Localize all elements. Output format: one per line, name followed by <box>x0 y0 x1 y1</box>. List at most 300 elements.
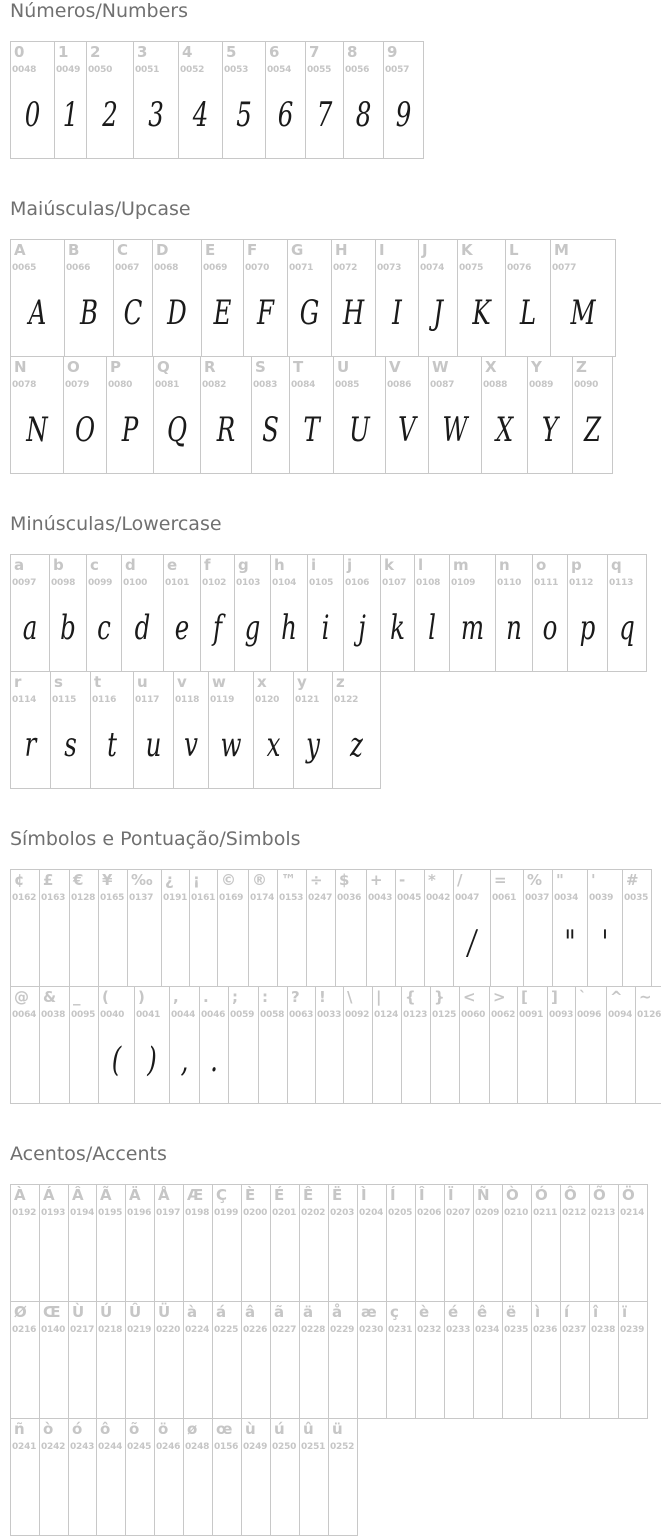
glyph-sample: 5 <box>236 95 252 135</box>
glyph-code-label: 0250 <box>272 1442 297 1452</box>
glyph-code-label: 0125 <box>432 1010 457 1020</box>
glyph-code-label: 0118 <box>175 695 200 705</box>
glyph-cell <box>201 555 235 671</box>
glyph-code-label: 0239 <box>620 1325 645 1335</box>
glyph-character-label: = <box>494 871 507 889</box>
glyph-cell <box>607 987 636 1103</box>
glyph-cell <box>153 240 202 356</box>
glyph-sample <box>15 1350 35 1400</box>
glyph-sample <box>188 1467 208 1517</box>
glyph-character-label: í <box>564 1303 570 1321</box>
glyph-code-label: 0085 <box>335 380 360 390</box>
glyph-character-label: [ <box>521 988 528 1006</box>
glyph-cell <box>334 357 386 473</box>
glyph-character-label: ú <box>274 1420 285 1438</box>
glyph-character-label: â <box>245 1303 256 1321</box>
glyph-sample: / <box>467 923 477 963</box>
glyph-code-label: 0201 <box>272 1208 297 1218</box>
glyph-sample: D <box>167 293 187 333</box>
glyph-cell <box>235 555 271 671</box>
glyph-code-label: 0054 <box>267 65 292 75</box>
glyph-row-lowercase-2 <box>10 671 381 789</box>
glyph-character-label: ü <box>332 1420 343 1438</box>
glyph-code-label: 0117 <box>135 695 160 705</box>
glyph-cell <box>87 555 122 671</box>
glyph-cell <box>416 1185 445 1301</box>
glyph-character-label: H <box>335 241 348 259</box>
glyph-cell <box>332 240 376 356</box>
glyph-sample: h <box>281 608 297 648</box>
glyph-cell <box>336 870 367 986</box>
glyph-cell <box>429 357 482 473</box>
glyph-sample: " <box>564 923 576 963</box>
glyph-code-label: 0050 <box>88 65 113 75</box>
glyph-cell <box>218 870 249 986</box>
glyph-cell <box>329 1302 358 1418</box>
glyph-sample <box>565 1233 585 1283</box>
glyph-sample: q <box>619 608 635 648</box>
glyph-cell <box>329 1185 358 1301</box>
glyph-character-label: Ï <box>448 1186 454 1204</box>
glyph-sample <box>246 1233 266 1283</box>
glyph-code-label: 0114 <box>12 695 37 705</box>
glyph-cell <box>387 1302 416 1418</box>
glyph-cell <box>344 987 373 1103</box>
glyph-cell <box>242 1185 271 1301</box>
glyph-cell <box>229 987 259 1103</box>
glyph-character-label: n <box>499 556 510 574</box>
glyph-character-label: ^ <box>610 988 623 1006</box>
glyph-sample <box>594 1233 614 1283</box>
glyph-cell <box>561 1185 590 1301</box>
glyph-code-label: 0073 <box>377 263 402 273</box>
glyph-sample <box>449 1233 469 1283</box>
glyph-row-accents-2 <box>10 1301 648 1419</box>
glyph-code-label: 0059 <box>230 1010 255 1020</box>
glyph-character-label: ë <box>506 1303 517 1321</box>
glyph-code-label: 0137 <box>129 893 154 903</box>
glyph-cell <box>40 1185 69 1301</box>
glyph-sample <box>377 1035 397 1085</box>
glyph-sample: T <box>303 410 320 450</box>
glyph-sample: 8 <box>355 95 372 135</box>
glyph-cell <box>213 1185 242 1301</box>
glyph-sample <box>166 918 185 968</box>
glyph-character-label: ù <box>245 1420 256 1438</box>
glyph-character-label: ` <box>579 988 587 1006</box>
glyph-code-label: 0102 <box>202 578 227 588</box>
glyph-character-label: F <box>247 241 258 259</box>
glyph-cell <box>445 1302 474 1418</box>
glyph-cell <box>425 870 454 986</box>
glyph-cell <box>636 987 661 1103</box>
glyph-character-label: \ <box>347 988 353 1006</box>
glyph-sample <box>103 918 123 968</box>
glyph-sample <box>429 918 449 968</box>
glyph-sample <box>130 1467 150 1517</box>
glyph-sample <box>101 1350 121 1400</box>
glyph-code-label: 0097 <box>12 578 37 588</box>
glyph-cell <box>573 357 613 473</box>
glyph-sample <box>44 1233 64 1283</box>
glyph-character-label: . <box>203 988 209 1006</box>
glyph-sample: 0 <box>24 95 41 135</box>
glyph-code-label: 0042 <box>426 893 451 903</box>
glyph-cell <box>482 357 528 473</box>
glyph-character-label: Õ <box>593 1186 606 1204</box>
glyph-sample: r <box>24 725 37 765</box>
glyph-code-label: 0191 <box>163 893 188 903</box>
glyph-code-label: 0128 <box>71 893 96 903</box>
glyph-cell <box>11 357 64 473</box>
glyph-character-label: C <box>117 241 129 259</box>
glyph-cell <box>431 987 460 1103</box>
glyph-sample: u <box>145 725 162 765</box>
glyph-cell <box>184 1185 213 1301</box>
glyph-character-label: ÷ <box>310 871 323 889</box>
glyph-character-label: u <box>137 673 148 691</box>
glyph-sample <box>495 918 518 968</box>
glyph-cell <box>184 1419 213 1535</box>
glyph-cell <box>128 870 162 986</box>
glyph-cell <box>384 42 424 158</box>
glyph-sample: Y <box>541 410 559 450</box>
glyph-character-label: & <box>43 988 57 1006</box>
glyph-code-label: 0244 <box>98 1442 123 1452</box>
glyph-character-label: æ <box>361 1303 377 1321</box>
glyph-cell <box>179 42 223 158</box>
glyph-sample: B <box>80 293 98 333</box>
glyph-character-label: 1 <box>58 43 69 61</box>
glyph-cell <box>419 240 458 356</box>
glyph-code-label: 0213 <box>591 1208 616 1218</box>
glyph-code-label: 0174 <box>250 893 275 903</box>
glyph-character-label: ? <box>291 988 300 1006</box>
glyph-code-label: 0080 <box>108 380 133 390</box>
glyph-character-label: 3 <box>137 43 148 61</box>
glyph-code-label: 0049 <box>56 65 81 75</box>
glyph-cell <box>114 240 153 356</box>
glyph-sample <box>133 918 157 968</box>
glyph-character-label: ö <box>158 1420 169 1438</box>
glyph-character-label: g <box>238 556 249 574</box>
glyph-cell <box>154 357 201 473</box>
glyph-code-label: 0068 <box>154 263 179 273</box>
glyph-sample <box>188 1233 208 1283</box>
glyph-character-label: " <box>556 871 564 889</box>
glyph-cell <box>590 1302 619 1418</box>
glyph-code-label: 0204 <box>359 1208 384 1218</box>
glyph-code-label: 0053 <box>224 65 249 75</box>
glyph-sample: L <box>519 293 537 333</box>
glyph-character-label: Î <box>419 1186 425 1204</box>
glyph-cell <box>416 1302 445 1418</box>
glyph-sample: F <box>257 293 274 333</box>
glyph-code-label: 0200 <box>243 1208 268 1218</box>
glyph-code-label: 0061 <box>492 893 517 903</box>
glyph-code-label: 0207 <box>446 1208 471 1218</box>
glyph-code-label: 0165 <box>100 893 125 903</box>
glyph-sample: o <box>542 608 558 648</box>
glyph-code-label: 0112 <box>569 578 594 588</box>
glyph-sample <box>44 918 65 968</box>
glyph-sample: G <box>299 293 320 333</box>
glyph-cell <box>454 870 491 986</box>
glyph-sample: w <box>220 725 242 765</box>
glyph-code-label: 0153 <box>279 893 304 903</box>
glyph-cell <box>170 987 200 1103</box>
glyph-cell <box>396 870 425 986</box>
glyph-cell <box>307 870 336 986</box>
glyph-cell <box>64 357 107 473</box>
glyph-character-label: | <box>376 988 382 1006</box>
glyph-character-label: U <box>337 358 350 376</box>
glyph-code-label: 0077 <box>552 263 577 273</box>
glyph-cell <box>200 987 229 1103</box>
glyph-cell <box>271 1302 300 1418</box>
glyph-sample: n <box>506 608 522 648</box>
glyph-cell <box>50 555 87 671</box>
glyph-cell <box>134 672 174 788</box>
glyph-character-label: ñ <box>14 1420 25 1438</box>
glyph-character-label: ~ <box>639 988 652 1006</box>
glyph-sample <box>217 1233 237 1283</box>
glyph-code-label: 0084 <box>291 380 316 390</box>
glyph-cell <box>40 870 70 986</box>
glyph-sample <box>627 918 647 968</box>
glyph-character-label: Ò <box>506 1186 519 1204</box>
glyph-character-label: A <box>14 241 26 259</box>
glyph-sample: g <box>244 608 261 648</box>
glyph-cell <box>491 870 524 986</box>
glyph-cell <box>223 42 266 158</box>
glyph-sample: M <box>570 293 596 333</box>
glyph-cell <box>209 672 254 788</box>
glyph-character-label: } <box>434 988 445 1006</box>
glyph-character-label: W <box>432 358 449 376</box>
glyph-character-label: , <box>173 988 179 1006</box>
glyph-cell <box>300 1185 329 1301</box>
glyph-sample <box>246 1467 266 1517</box>
glyph-sample: I <box>392 293 402 333</box>
glyph-character-label: T <box>293 358 304 376</box>
glyph-code-label: 0217 <box>70 1325 95 1335</box>
glyph-code-label: 0115 <box>52 695 77 705</box>
glyph-code-label: 0066 <box>66 263 91 273</box>
glyph-sample: y <box>306 725 320 765</box>
glyph-cell <box>503 1185 532 1301</box>
glyph-character-label: ¡ <box>193 871 200 889</box>
glyph-sample <box>159 1467 179 1517</box>
glyph-character-label: @ <box>14 988 29 1006</box>
glyph-code-label: 0216 <box>12 1325 37 1335</box>
glyph-character-label: > <box>493 988 506 1006</box>
glyph-sample: V <box>398 410 416 450</box>
glyph-cell <box>445 1185 474 1301</box>
glyph-code-label: 0252 <box>330 1442 355 1452</box>
glyph-cell <box>568 555 608 671</box>
glyph-character-label: ì <box>535 1303 541 1321</box>
glyph-character-label: é <box>448 1303 459 1321</box>
glyph-cell <box>329 1419 358 1535</box>
glyph-cell <box>496 555 533 671</box>
glyph-character-label: I <box>379 241 385 259</box>
glyph-code-label: 0219 <box>127 1325 152 1335</box>
glyph-code-label: 0249 <box>243 1442 268 1452</box>
glyph-character-label: ï <box>622 1303 628 1321</box>
section-title-numbers: Números/Numbers <box>10 0 188 22</box>
glyph-code-label: 0094 <box>608 1010 633 1020</box>
glyph-character-label: Å <box>158 1186 170 1204</box>
glyph-sample <box>536 1233 556 1283</box>
glyph-character-label: # <box>626 871 639 889</box>
glyph-code-label: 0194 <box>70 1208 95 1218</box>
glyph-character-label: ¥ <box>102 871 113 889</box>
glyph-code-label: 0034 <box>554 893 579 903</box>
glyph-code-label: 0110 <box>497 578 522 588</box>
glyph-cell <box>126 1302 155 1418</box>
glyph-sample <box>130 1350 150 1400</box>
glyph-sample <box>159 1350 179 1400</box>
glyph-row-symbols-1 <box>10 869 652 987</box>
glyph-code-label: 0067 <box>115 263 140 273</box>
glyph-character-label: p <box>571 556 582 574</box>
glyph-sample: ' <box>601 923 609 963</box>
glyph-code-label: 0123 <box>403 1010 428 1020</box>
glyph-character-label: ! <box>319 988 326 1006</box>
glyph-cell <box>213 1419 242 1535</box>
glyph-character-label: û <box>303 1420 314 1438</box>
glyph-cell <box>155 1302 184 1418</box>
glyph-row-numbers-1 <box>10 41 424 159</box>
glyph-cell <box>561 1302 590 1418</box>
glyph-code-label: 0163 <box>41 893 66 903</box>
glyph-row-lowercase-1 <box>10 554 647 672</box>
glyph-sample: c <box>97 608 111 648</box>
glyph-sample <box>73 1467 92 1517</box>
glyph-character-label: m <box>453 556 469 574</box>
glyph-cell <box>458 240 506 356</box>
glyph-cell <box>373 987 402 1103</box>
glyph-code-label: 0199 <box>214 1208 239 1218</box>
glyph-sample <box>494 1035 513 1085</box>
glyph-code-label: 0109 <box>451 578 476 588</box>
glyph-character-label: ø <box>187 1420 198 1438</box>
glyph-sample: Q <box>166 410 188 450</box>
glyph-cell <box>450 555 496 671</box>
glyph-cell <box>288 987 316 1103</box>
glyph-character-label: X <box>485 358 497 376</box>
glyph-code-label: 0236 <box>533 1325 558 1335</box>
glyph-character-label: 4 <box>182 43 193 61</box>
glyph-sample <box>362 1350 382 1400</box>
glyph-character-label: Ø <box>14 1303 27 1321</box>
glyph-code-label: 0108 <box>416 578 441 588</box>
glyph-code-label: 0083 <box>253 380 278 390</box>
glyph-sample <box>188 1350 208 1400</box>
glyph-code-label: 0055 <box>307 65 332 75</box>
glyph-code-label: 0052 <box>180 65 205 75</box>
glyph-character-label: 2 <box>90 43 101 61</box>
glyph-code-label: 0224 <box>185 1325 210 1335</box>
glyph-code-label: 0070 <box>245 263 270 273</box>
glyph-sample <box>233 1035 254 1085</box>
glyph-character-label: k <box>384 556 394 574</box>
glyph-character-label: 5 <box>226 43 237 61</box>
glyph-cell <box>135 987 170 1103</box>
glyph-cell <box>358 1302 387 1418</box>
glyph-sample <box>420 1350 440 1400</box>
glyph-code-label: 0192 <box>12 1208 37 1218</box>
glyph-sample <box>478 1233 498 1283</box>
glyph-character-label: J <box>422 241 428 259</box>
glyph-cell <box>460 987 490 1103</box>
glyph-character-label: Â <box>72 1186 84 1204</box>
glyph-sample <box>420 1233 440 1283</box>
glyph-sample <box>536 1350 556 1400</box>
glyph-cell <box>11 1419 40 1535</box>
glyph-code-label: 0124 <box>374 1010 399 1020</box>
glyph-code-label: 0038 <box>41 1010 66 1020</box>
glyph-sample <box>623 1233 643 1283</box>
glyph-code-label: 0193 <box>41 1208 66 1218</box>
glyph-character-label: Ó <box>535 1186 548 1204</box>
glyph-sample <box>311 918 331 968</box>
glyph-sample <box>304 1467 324 1517</box>
glyph-sample <box>74 1035 94 1085</box>
glyph-character-label: V <box>389 358 401 376</box>
glyph-cell <box>358 1185 387 1301</box>
glyph-character-label: È <box>245 1186 256 1204</box>
glyph-sample: 1 <box>62 95 79 135</box>
glyph-sample <box>263 1035 283 1085</box>
glyph-cell <box>126 1185 155 1301</box>
glyph-code-label: 0120 <box>255 695 280 705</box>
glyph-cell <box>70 870 99 986</box>
glyph-character-label: Ö <box>622 1186 635 1204</box>
glyph-code-label: 0036 <box>337 893 362 903</box>
glyph-sample: Z <box>583 410 602 450</box>
glyph-sample: i <box>321 608 330 648</box>
glyph-cell <box>288 240 332 356</box>
glyph-sample: 2 <box>102 95 118 135</box>
glyph-code-label: 0156 <box>214 1442 239 1452</box>
glyph-sample <box>217 1350 237 1400</box>
glyph-cell <box>69 1419 97 1535</box>
glyph-character-label: j <box>347 556 353 574</box>
glyph-character-label: y <box>297 673 307 691</box>
glyph-code-label: 0033 <box>317 1010 342 1020</box>
glyph-cell <box>402 987 431 1103</box>
glyph-code-label: 0225 <box>214 1325 239 1335</box>
glyph-code-label: 0218 <box>98 1325 123 1335</box>
glyph-cell <box>308 555 344 671</box>
glyph-cell <box>271 1419 300 1535</box>
glyph-code-label: 0082 <box>202 380 227 390</box>
glyph-code-label: 0119 <box>210 695 235 705</box>
glyph-code-label: 0241 <box>12 1442 37 1452</box>
glyph-code-label: 0243 <box>70 1442 95 1452</box>
glyph-code-label: 0113 <box>609 578 634 588</box>
glyph-character-label: ; <box>232 988 238 1006</box>
glyph-character-label: z <box>336 673 345 691</box>
glyph-code-label: 0211 <box>533 1208 558 1218</box>
glyph-character-label: ] <box>551 988 558 1006</box>
glyph-character-label: Ñ <box>477 1186 490 1204</box>
glyph-code-label: 0103 <box>236 578 261 588</box>
glyph-code-label: 0161 <box>191 893 216 903</box>
glyph-sample: 4 <box>192 95 209 135</box>
